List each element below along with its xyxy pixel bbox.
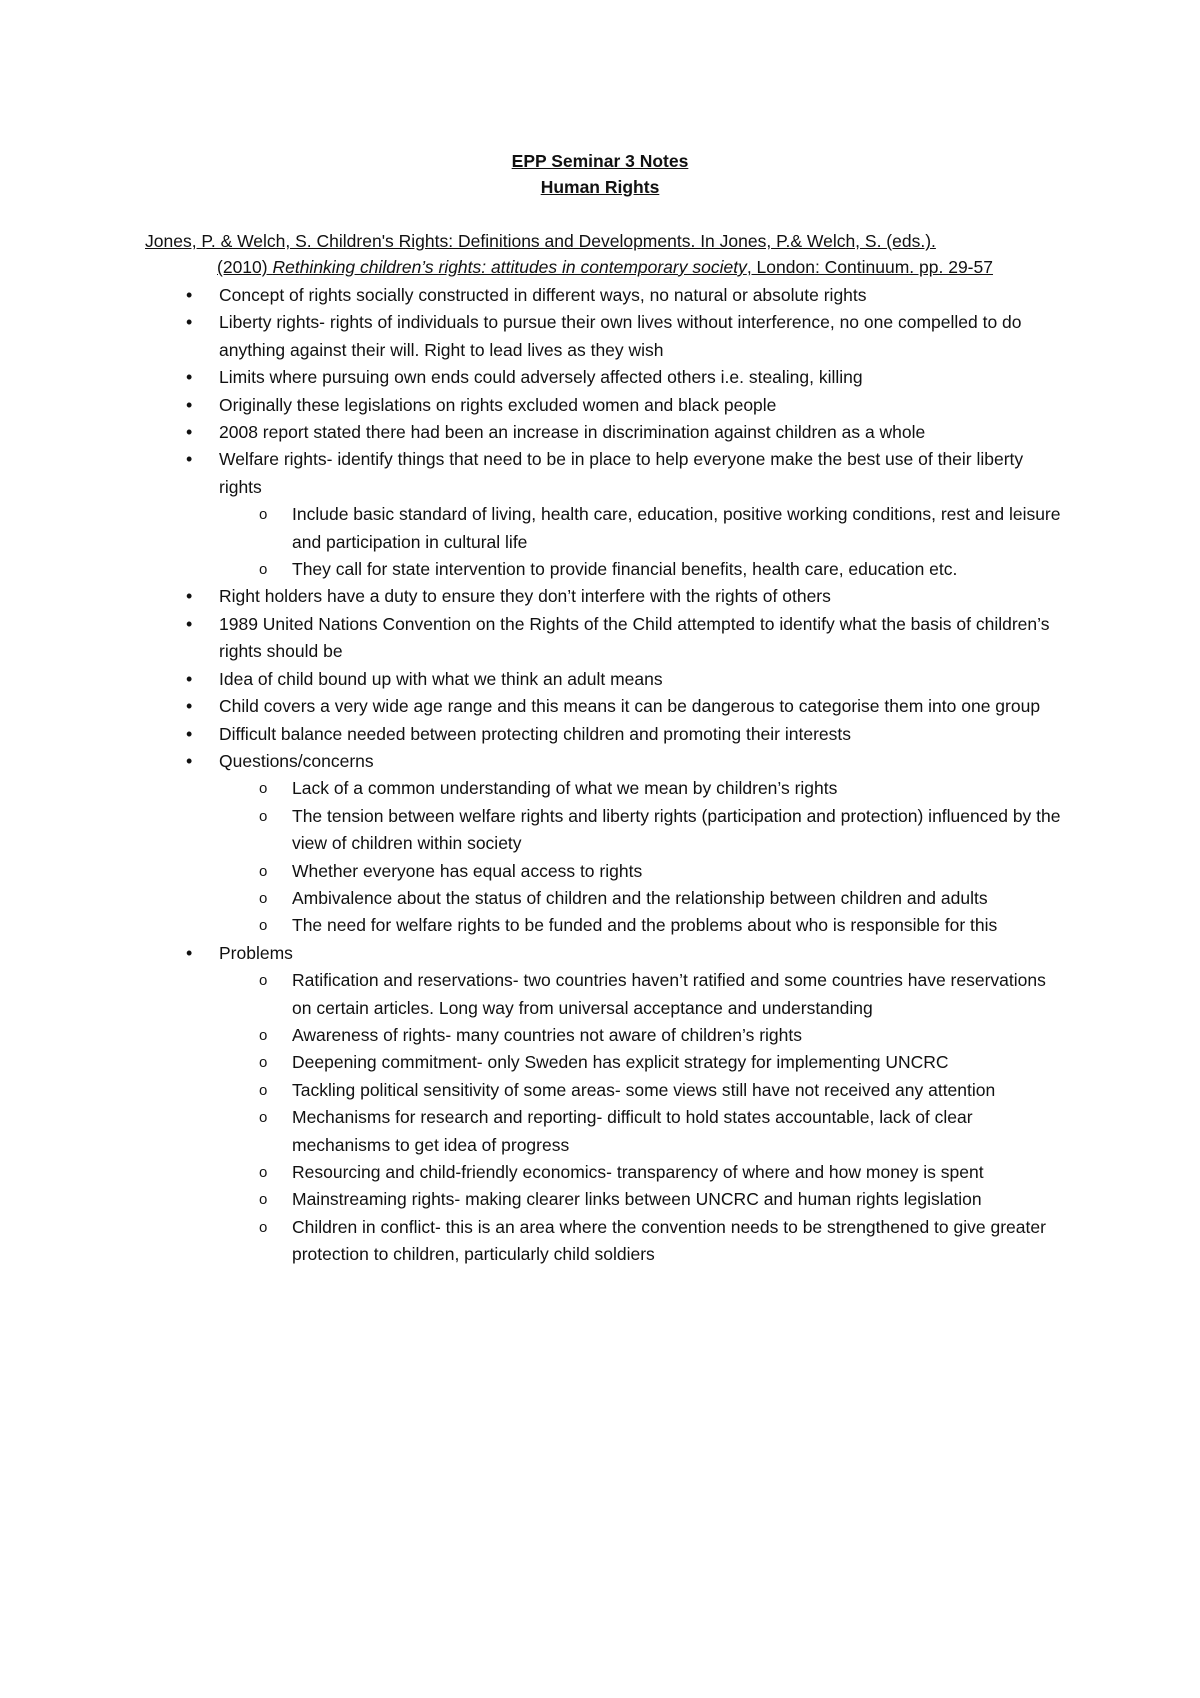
sub-list-item: o Children in conflict- this is an area where the convention needs to be strengthened to give greater protection to children, particularly child soldiers xyxy=(259,1214,1066,1269)
list-item-text: Questions/concerns xyxy=(219,750,374,771)
page-subtitle: Human Rights xyxy=(540,177,660,197)
list-item-text: Problems xyxy=(219,942,293,963)
sub-list-item: o Ambivalence about the status of children and the relationship between children and adults xyxy=(259,885,1066,912)
list-item xyxy=(186,392,1066,419)
sub-list-item: o Lack of a common understanding of what we mean by children’s rights xyxy=(259,775,1066,802)
citation xyxy=(145,228,1065,280)
list-item-text: Child covers a very wide age range and this means it can be dangerous to categorise them into one group xyxy=(219,696,1041,717)
sub-list-item: o Awareness of rights- many countries not aware of children’s rights xyxy=(259,1022,1066,1049)
citation-year: (2010) xyxy=(217,257,273,277)
list-item-text: Concept of rights socially constructed in different ways, no natural or absolute rights xyxy=(219,285,867,305)
citation-book-title: Rethinking children’s rights: attitudes in contemporary society xyxy=(272,257,747,277)
sub-list-item: o The need for welfare rights to be funded and the problems about who is responsible for this xyxy=(259,912,1066,939)
list-item-text: Welfare rights- identify things that need to be in place to help everyone make the best use of their liberty rights xyxy=(219,449,1024,497)
sub-list-item: o Ratification and reservations- two countries haven’t ratified and some countries have reservations on certain articles. Long way from universal acceptance and understanding xyxy=(259,967,1066,1022)
sub-list xyxy=(219,501,1066,583)
notes-list xyxy=(186,282,1066,1269)
list-item-text: Idea of child bound up with what we think an adult means xyxy=(219,668,663,689)
sub-list-item: o Deepening commitment- only Sweden has explicit strategy for implementing UNCRC xyxy=(259,1049,1066,1076)
list-item xyxy=(186,693,1066,720)
list-item-text: 1989 United Nations Convention on the Rights of the Child attempted to identify what the basis of children’s rights should be xyxy=(219,613,1050,662)
sub-list-item: o They call for state intervention to provide financial benefits, health care, education etc. xyxy=(259,556,1066,583)
sub-list-item: o Resourcing and child-friendly economics- transparency of where and how money is spent xyxy=(259,1159,1066,1186)
list-item xyxy=(186,446,1066,583)
list-item xyxy=(186,419,1066,446)
list-item-text: Difficult balance needed between protecting children and promoting their interests xyxy=(219,723,852,744)
sub-list-item: o Mainstreaming rights- making clearer links between UNCRC and human rights legislation xyxy=(259,1186,1066,1213)
list-item xyxy=(186,721,1066,748)
list-item-text: Originally these legislations on rights excluded women and black people xyxy=(219,394,777,415)
list-item xyxy=(186,940,1066,1269)
list-item xyxy=(186,583,1066,610)
sub-list-item: o Include basic standard of living, health care, education, positive working conditions, rest and leisure and participation in cultural life xyxy=(259,501,1066,556)
list-item xyxy=(186,364,1066,391)
citation-publisher: , London: Continuum. pp. 29-57 xyxy=(746,257,993,277)
list-item xyxy=(186,748,1066,940)
citation-line-2 xyxy=(145,254,1065,280)
list-item xyxy=(186,611,1066,666)
list-item-text: 2008 report stated there had been an increase in discrimination against children as a whole xyxy=(219,422,926,443)
list-item xyxy=(186,282,1066,309)
sub-list xyxy=(219,775,1066,939)
sub-list-item: o Tackling political sensitivity of some areas- some views still have not received any attention xyxy=(259,1077,1066,1104)
list-item-text: Right holders have a duty to ensure they don’t interfere with the rights of others xyxy=(219,586,831,607)
sub-list xyxy=(219,967,1066,1268)
title-block xyxy=(0,148,1200,200)
sub-list-item: o The tension between welfare rights and liberty rights (participation and protection) influenced by the view of children within society xyxy=(259,803,1066,858)
sub-list-item: o Whether everyone has equal access to rights xyxy=(259,858,1066,885)
sub-list-item: o Mechanisms for research and reporting- difficult to hold states accountable, lack of clear mechanisms to get idea of progress xyxy=(259,1104,1066,1159)
list-item-text: Liberty rights- rights of individuals to pursue their own lives without interference, no one compelled to do anything against their will. Right to lead lives as they wish xyxy=(219,312,1022,360)
page-title: EPP Seminar 3 Notes xyxy=(511,151,689,171)
citation-line-1: Jones, P. & Welch, S. Children's Rights: Definitions and Developments. In Jones, P.& Welch, S. (eds.). xyxy=(145,231,936,251)
list-item xyxy=(186,309,1066,364)
list-item xyxy=(186,666,1066,693)
list-item-text: Limits where pursuing own ends could adversely affected others i.e. stealing, killing xyxy=(219,367,863,388)
